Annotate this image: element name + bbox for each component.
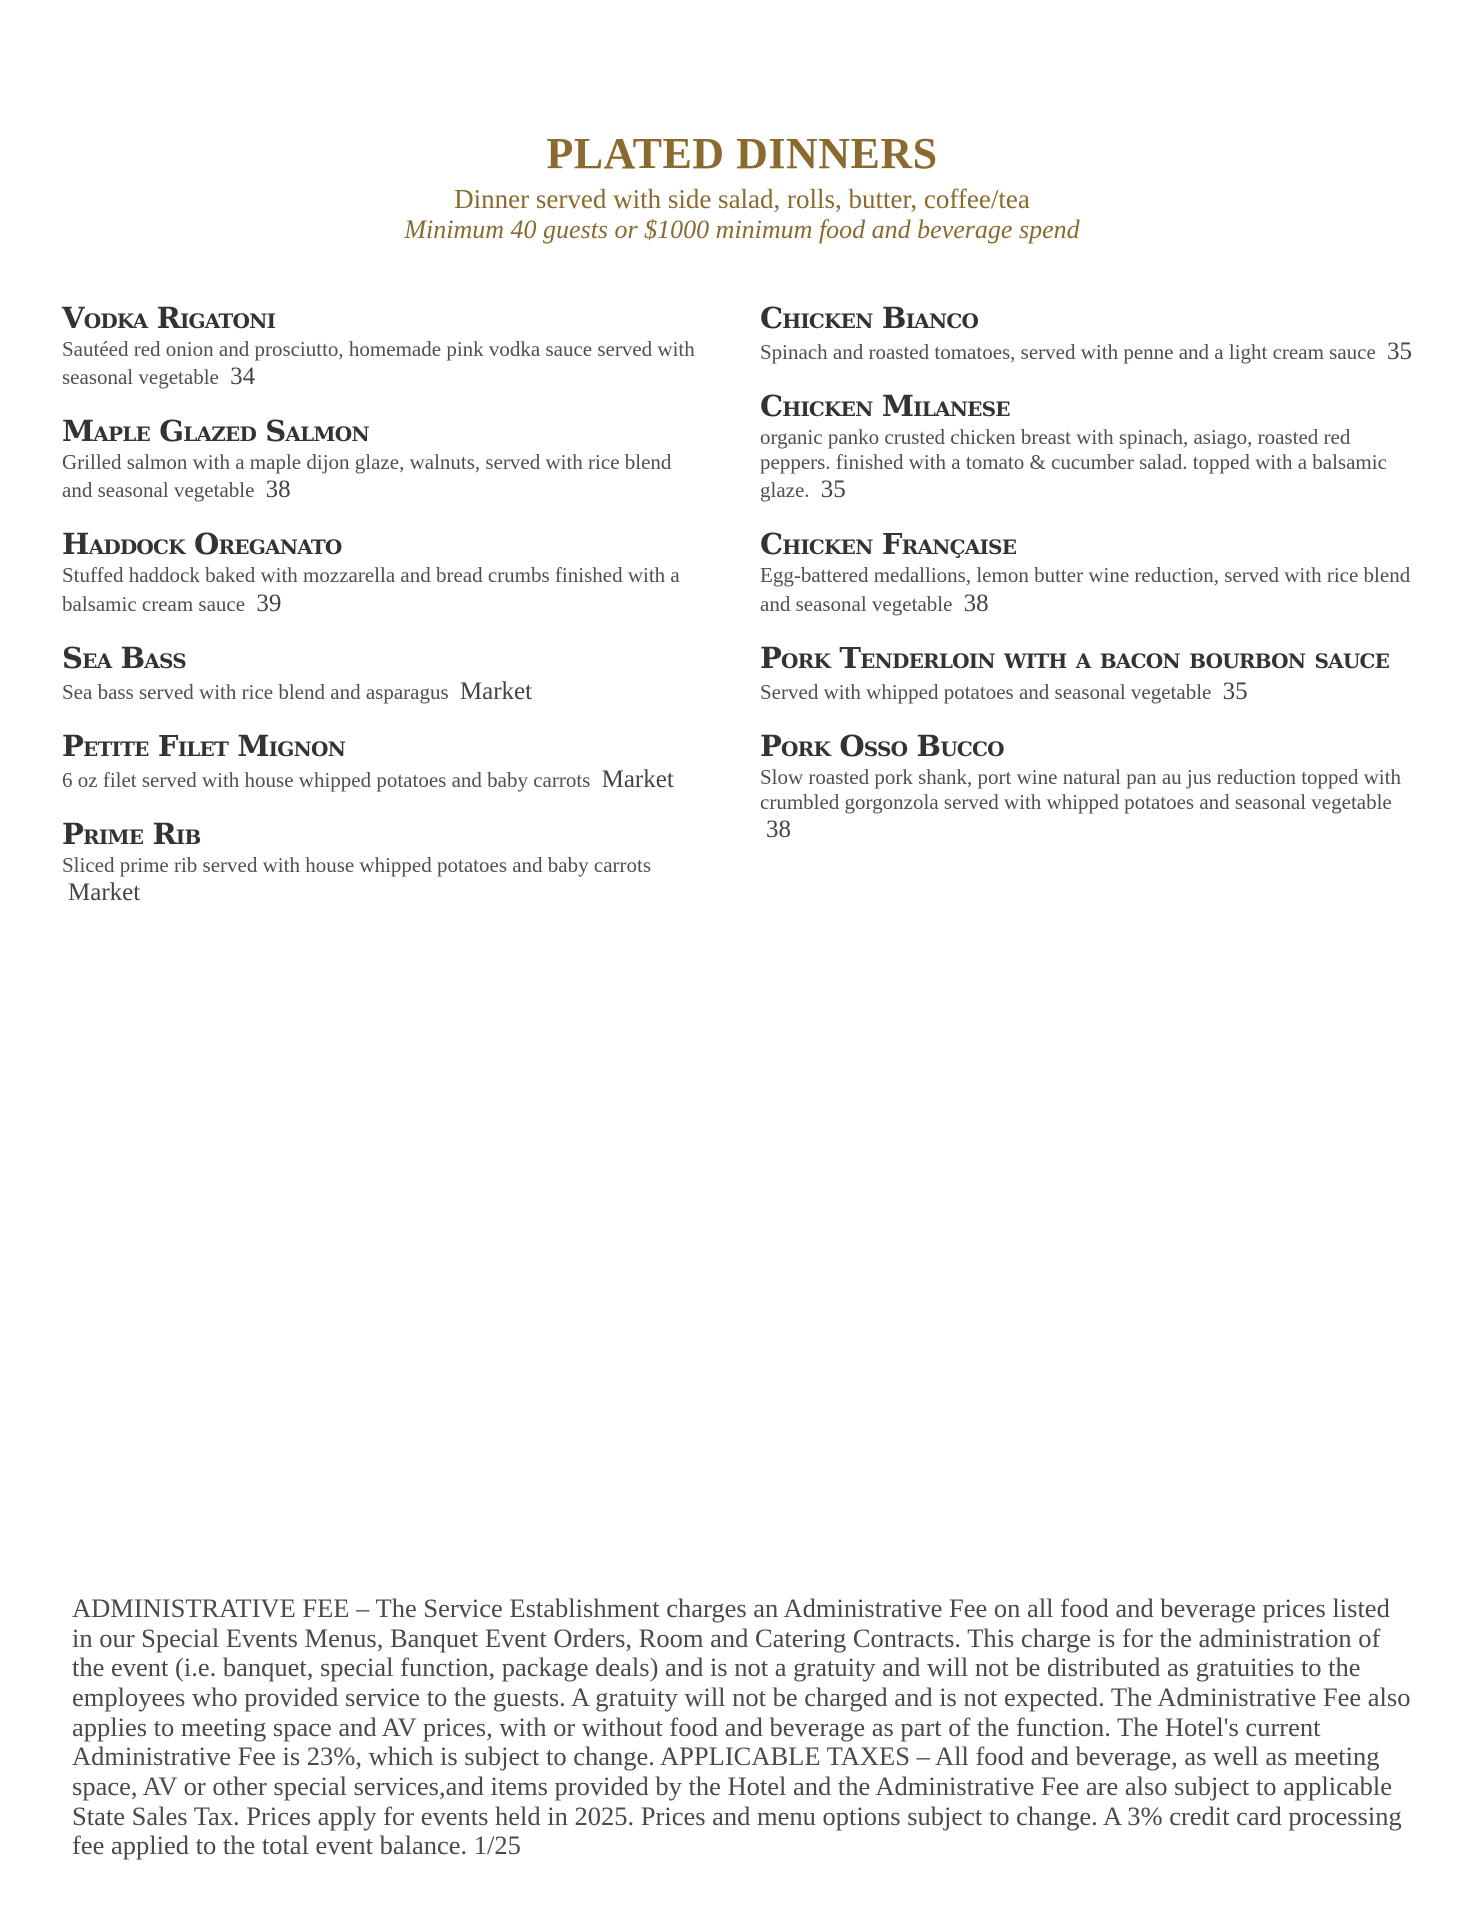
menu-item-name: Petite Filet Mignon [62, 728, 346, 763]
menu-header [0, 128, 1484, 245]
menu-item [760, 389, 1420, 505]
menu-item-price: 38 [766, 815, 791, 843]
menu-item-description-text: Slow roasted pork shank, port wine natural pan au jus reduction topped with crumbled gorgonzola served with whipped potatoes and seasonal vegetable [760, 764, 1401, 814]
menu-item-price: Market [601, 765, 674, 793]
menu-item [62, 301, 702, 392]
menu-item-description-text: Stuffed haddock baked with mozzarella and bread crumbs finished with a balsamic cream sauce [62, 563, 680, 616]
menu-item [62, 414, 702, 505]
menu-item-description-text: Sautéed red onion and prosciutto, homemade pink vodka sauce served with seasonal vegetable [62, 337, 695, 390]
menu-item-price: 38 [265, 476, 291, 504]
menu-item-price: 38 [963, 589, 989, 617]
menu-item-description-text: Grilled salmon with a maple dijon glaze, walnuts, served with rice blend and seasonal vegetable [62, 450, 672, 503]
menu-item-description-text: Served with whipped potatoes and seasonal vegetable [760, 679, 1212, 704]
menu-item-name: Maple Glazed Salmon [62, 414, 369, 449]
menu-item-price: 34 [230, 363, 256, 391]
administrative-fee-notice: ADMINISTRATIVE FEE – The Service Establishment charges an Administrative Fee on all food and beverage prices listed in our Special Events Menus, Banquet Event Orders, Room and Catering Contracts. This charge is for the administration of the event (i.e. banquet, special function, package deals) and is not a gratuity and will not be distributed as gratuities to the employees who provided service to the guests. A gratuity will not be charged and is not expected. The Administrative Fee also applies to meeting space and AV prices, with or without food and beverage as part of the function. The Hotel's current Administrative Fee is 23%, which is subject to change. APPLICABLE TAXES – All food and beverage, as well as meeting space, AV or other special services,and items provided by the Hotel and the Administrative Fee are also subject to applicable State Sales Tax. Prices apply for events held in 2025. Prices and menu options subject to change. A 3% credit card processing fee applied to the total event balance. 1/25 [72, 1593, 1411, 1861]
menu-item-description-text: Spinach and roasted tomatoes, served with penne and a light cream sauce [760, 340, 1376, 364]
menu-item-name: Sea Bass [62, 640, 186, 675]
menu-item [760, 728, 1420, 845]
menu-item [62, 640, 702, 707]
menu-item-description [62, 853, 702, 908]
page-title: PLATED DINNERS [546, 129, 938, 178]
menu-column-right [760, 301, 1420, 870]
menu-subtitle: Dinner served with side salad, rolls, butter, coffee/tea [454, 183, 1030, 214]
menu-item-description [62, 677, 702, 707]
menu-column-left [62, 301, 702, 933]
menu-item-description [760, 765, 1420, 845]
menu-item-name: Chicken Bianco [760, 301, 979, 335]
menu-item-description-text: Sea bass served with rice blend and asparagus [62, 679, 449, 704]
menu-item [62, 527, 702, 618]
menu-item-description [760, 563, 1420, 618]
menu-item-description [62, 337, 702, 392]
menu-item-description-text: organic panko crusted chicken breast with spinach, asiago, roasted red peppers. finished with a tomato & cucumber salad. topped with a balsamic glaze. [760, 425, 1387, 503]
menu-item-name: Haddock Oreganato [62, 527, 342, 562]
menu-item-name: Chicken Milanese [760, 389, 1010, 423]
menu-item-description [760, 425, 1420, 505]
menu-item-price: Market [68, 878, 141, 906]
menu-item [62, 728, 702, 795]
menu-item [62, 816, 702, 908]
menu-item-description-text: 6 oz filet served with house whipped potatoes and baby carrots [62, 767, 591, 792]
menu-item-name: Pork Osso Bucco [760, 728, 1004, 763]
menu-item-description-text: Egg-battered medallions, lemon butter wine reduction, served with rice blend and seasonal vegetable [760, 563, 1411, 616]
menu-item-name: Chicken Française [760, 527, 1017, 562]
minimum-requirement: Minimum 40 guests or $1000 minimum food and beverage spend [404, 215, 1080, 245]
menu-item [760, 640, 1420, 707]
menu-item-price: 35 [820, 476, 846, 504]
menu-item-price: 39 [256, 589, 282, 617]
menu-item-price: 35 [1387, 338, 1413, 365]
menu-item-description [62, 765, 702, 795]
menu-item-description [760, 337, 1420, 367]
menu-item-price: Market [459, 677, 533, 705]
menu-item [760, 301, 1420, 367]
menu-item [760, 527, 1420, 618]
menu-item-price: 35 [1222, 677, 1248, 705]
menu-item-description [62, 563, 702, 618]
menu-item-description [62, 450, 702, 505]
menu-item-name: Prime Rib [62, 816, 201, 851]
menu-item-name: Pork Tenderloin with a bacon bourbon sauce [760, 640, 1390, 675]
menu-item-name: Vodka Rigatoni [62, 301, 276, 335]
menu-item-description [760, 677, 1420, 707]
menu-item-description-text: Sliced prime rib served with house whipped potatoes and baby carrots [62, 852, 652, 877]
